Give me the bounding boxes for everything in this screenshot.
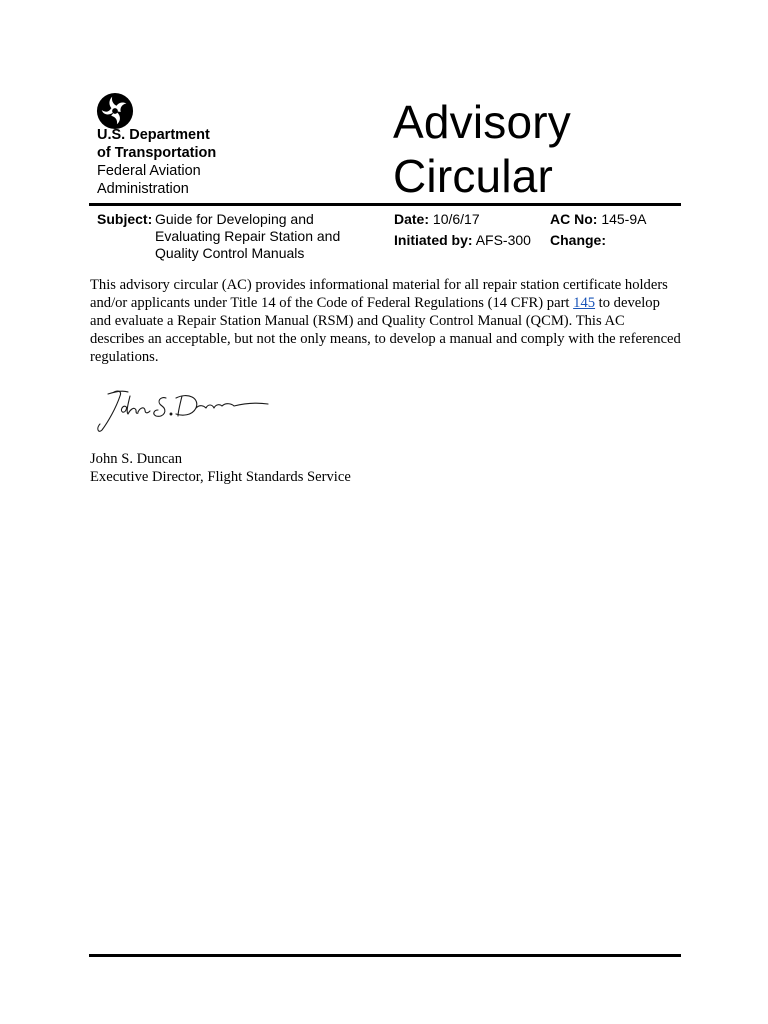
purpose-paragraph bbox=[90, 276, 682, 366]
signer-title: Executive Director, Flight Standards Service bbox=[90, 469, 351, 485]
title-line-1: Advisory bbox=[393, 96, 571, 148]
header-divider bbox=[89, 203, 681, 206]
agency-name bbox=[97, 126, 216, 198]
ac-number-value: 145-9A bbox=[601, 211, 647, 227]
initiated-by-label: Initiated by: bbox=[394, 232, 473, 248]
date-label: Date: bbox=[394, 211, 430, 227]
subject-line-3: Quality Control Manuals bbox=[155, 245, 305, 261]
change-field bbox=[550, 232, 606, 249]
subject-value bbox=[155, 211, 345, 262]
dot-triskelion-icon bbox=[96, 92, 134, 130]
document-title bbox=[393, 95, 571, 203]
footer-divider bbox=[89, 954, 681, 957]
part-145-link[interactable]: 145 bbox=[573, 295, 596, 311]
ac-number-field bbox=[550, 211, 646, 228]
department-name-line1: U.S. Department bbox=[97, 127, 210, 143]
signer-block bbox=[90, 450, 351, 486]
subject-field bbox=[97, 211, 387, 262]
purpose-text-part1: This advisory circular (AC) provides informational material for all repair station certificate holders and/or applicants under Title 14 of the Code of Federal Regulations (14 CFR) part bbox=[90, 277, 668, 311]
ac-number-label: AC No: bbox=[550, 211, 598, 227]
date-value: 10/6/17 bbox=[432, 211, 480, 227]
subject-line-2: Evaluating Repair Station and bbox=[155, 228, 341, 244]
title-line-2: Circular bbox=[393, 150, 554, 202]
signer-name: John S. Duncan bbox=[90, 451, 183, 467]
administration-name-line2: Administration bbox=[97, 181, 189, 197]
purpose-text-part2: to develop and evaluate a Repair Station Manual (RSM) and Quality Control Manual (QCM). This AC describes an acceptable, but not the only means, to develop a manual and comply with the referenced regulations. bbox=[90, 295, 681, 365]
date-field bbox=[394, 211, 480, 228]
initiated-by-value: AFS-300 bbox=[475, 232, 531, 248]
department-name-line2: of Transportation bbox=[97, 145, 217, 161]
initiated-by-field bbox=[394, 232, 531, 249]
administration-name-line1: Federal Aviation bbox=[97, 163, 201, 179]
subject-label: Subject: bbox=[97, 211, 153, 227]
subject-line-1: Guide for Developing and bbox=[155, 211, 314, 227]
change-label: Change: bbox=[550, 232, 606, 248]
handwritten-signature bbox=[92, 384, 272, 440]
